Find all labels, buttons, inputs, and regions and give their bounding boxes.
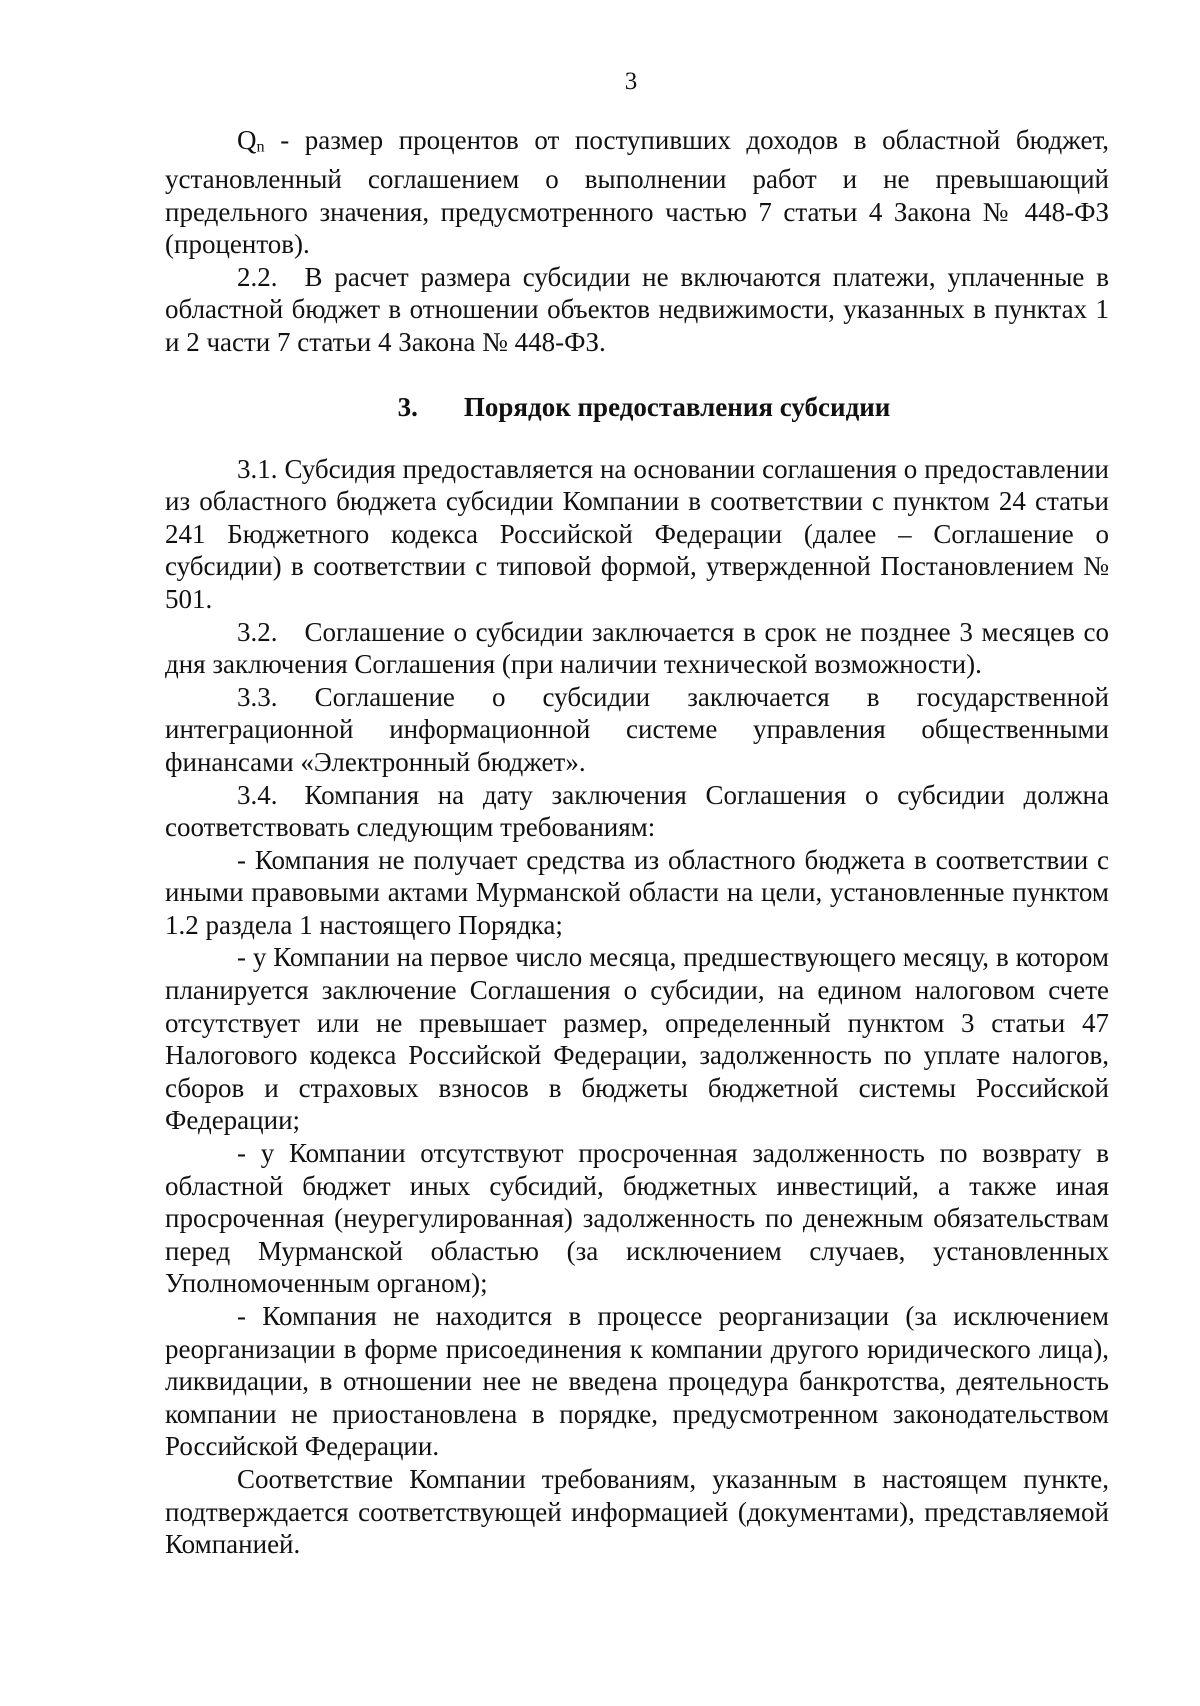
formula-symbol: Q (237, 125, 257, 155)
formula-subscript: n (256, 137, 265, 156)
paragraph-3-4: 3.4. Компания на дату заключения Соглашения о субсидии должна соответствовать следующим требованиям: (165, 779, 1109, 843)
page-number: 3 (624, 68, 638, 95)
paragraph-qn-definition (165, 124, 1109, 261)
paragraph-3-1: 3.1. Субсидия предоставляется на основании соглашения о предоставлении из областного бюджета субсидии Компании в соответствии с пунктом 24 статьи 241 Бюджетного кодекса Российской Федерации (далее – Соглашение о субсидии) в соответствии с типовой формой, утвержденной Постановлением № 501. (165, 453, 1109, 614)
paragraph-compliance: Соответствие Компании требованиям, указанным в настоящем пункте, подтверждается соответствующей информацией (документами), представляемой Компанией. (165, 1463, 1109, 1560)
requirement-item: - Компания не получает средства из областного бюджета в соответствии с иными правовыми актами Мурманской области на цели, установленные пунктом 1.2 раздела 1 настоящего Порядка; (165, 844, 1109, 940)
section-title: Порядок предоставления субсидии (463, 391, 891, 422)
requirement-item: - у Компании на первое число месяца, предшествующего месяцу, в котором планируется заключение Соглашения о субсидии, на едином налоговом счете отсутствует или не превышает размер, определенный пунктом 3 статьи 47 Налогового кодекса Российской Федерации, задолженность по уплате налогов, сборов и страховых взносов в бюджеты бюджетной системы Российской Федерации; (165, 942, 1109, 1136)
paragraph-3-3: 3.3. Соглашение о субсидии заключается в государственной интеграционной информационной системе управления общественными финансами «Электронный бюджет». (165, 681, 1109, 777)
paragraph-2-2: 2.2. В расчет размера субсидии не включаются платежи, уплаченные в областной бюджет в отношении объектов недвижимости, указанных в пунктах 1 и 2 части 7 статьи 4 Закона № 448-ФЗ. (165, 261, 1109, 357)
section-heading (165, 391, 1109, 423)
requirement-item: - у Компании отсутствуют просроченная задолженность по возврату в областной бюджет иных субсидий, бюджетных инвестиций, а также иная просроченная (неурегулированная) задолженность по денежным обязательствам перед Мурманской областью (за исключением случаев, установленных Уполномоченным органом); (165, 1138, 1109, 1299)
paragraph-text: - размер процентов от поступивших доходов в областной бюджет, установленный соглашением о выполнении работ и не превышающий предельного значения, предусмотренного частью 7 статьи 4 Закона № 448-ФЗ (процентов). (165, 125, 1109, 260)
document-body (165, 124, 1109, 1561)
requirement-item: - Компания не находится в процессе реорганизации (за исключением реорганизации в форме присоединения к компании другого юридического лица), ликвидации, в отношении нее не введена процедура банкротства, деятельность компании не приостановлена в порядке, предусмотренном законодательством Российской Федерации. (165, 1301, 1109, 1462)
section-number: 3. (397, 391, 418, 422)
paragraph-3-2: 3.2. Соглашение о субсидии заключается в срок не позднее 3 месяцев со дня заключения Соглашения (при наличии технической возможности). (165, 616, 1109, 680)
